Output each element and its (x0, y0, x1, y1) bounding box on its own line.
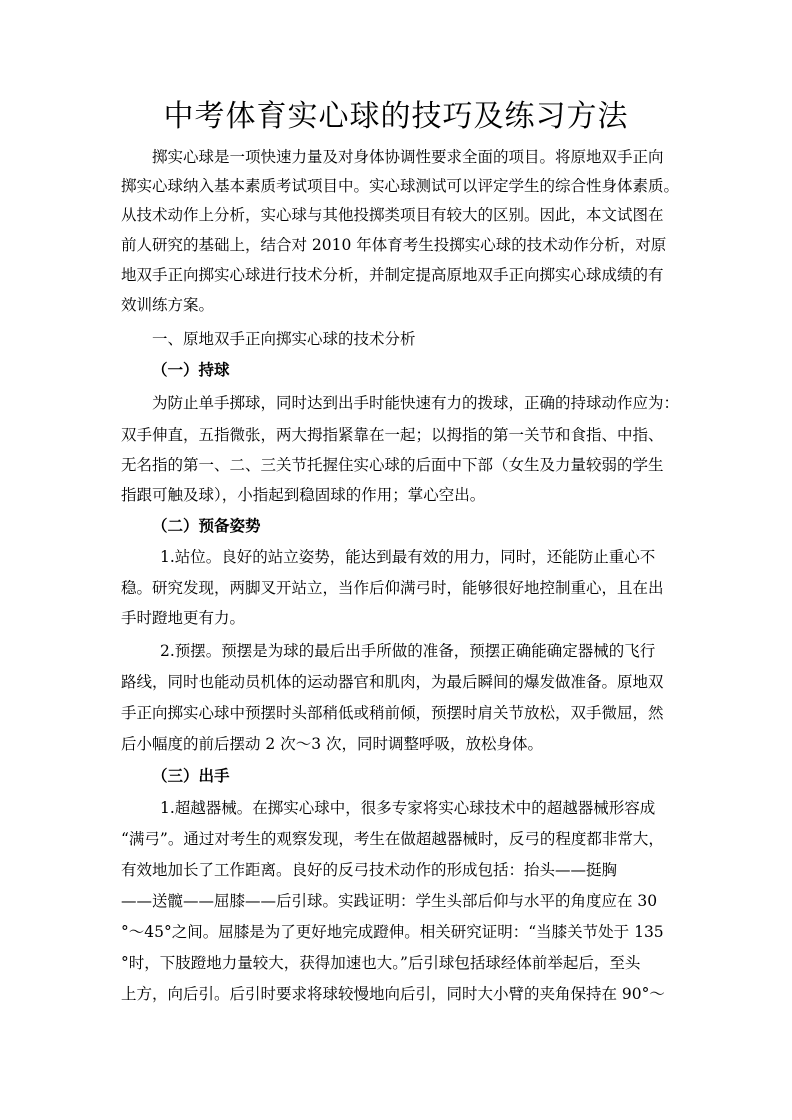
body-line: 双手伸直，五指微张，两大拇指紧靠在一起；以拇指的第一关节和食指、中指、 (121, 426, 664, 444)
body-line: °时，下肢蹬地力量较大，获得加速也大。”后引球包括球经体前举起后，至头 (121, 954, 641, 972)
body-line: 手正向掷实心球中预摆时头部稍低或稍前倾，预摆时肩关节放松，双手微屈，然 (121, 704, 664, 722)
body-line: 后小幅度的前后摆动 2 次～3 次，同时调整呼吸，放松身体。 (121, 735, 544, 753)
subsection-heading: （三）出手 (152, 767, 230, 785)
intro-line: 掷实心球是一项快速力量及对身体协调性要求全面的项目。将原地双手正向 (152, 148, 664, 166)
body-line: 有效地加长了工作距离。良好的反弓技术动作的形成包括：抬头——挺胸 (121, 861, 618, 879)
body-line: 1.超越器械。在掷实心球中，很多专家将实心球技术中的超越器械形容成 (160, 799, 656, 817)
body-line: °～45°之间。屈膝是为了更好地完成蹬伸。相关研究证明：“当膝关节处于 135 (121, 923, 664, 941)
body-line: 手时蹬地更有力。 (121, 609, 246, 627)
body-line: ——送髋——屈膝——后引球。实践证明：学生头部后仰与水平的角度应在 30 (121, 892, 658, 910)
body-line: 路线，同时也能动员机体的运动器官和肌肉，为最后瞬间的爆发做准备。原地双 (121, 673, 664, 691)
intro-line: 效训练方案。 (121, 296, 215, 314)
intro-line: 地双手正向掷实心球进行技术分析，并制定提高原地双手正向掷实心球成绩的有 (121, 266, 664, 284)
body-line: 指跟可触及球），小指起到稳固球的作用；掌心空出。 (121, 486, 486, 504)
subsection-heading: （二）预备姿势 (152, 517, 261, 535)
subsection-heading: （一）持球 (152, 361, 230, 379)
body-line: 1.站位。良好的站立姿势，能达到最有效的用力，同时，还能防止重心不 (160, 548, 656, 566)
body-line: “满弓”。通过对考生的观察发现，考生在做超越器械时，反弓的程度都非常大， (121, 830, 664, 848)
intro-line: 前人研究的基础上，结合对 2010 年体育考生投掷实心球的技术动作分析，对原 (121, 236, 667, 254)
body-line: 2.预摆。预摆是为球的最后出手所做的准备，预摆正确能确定器械的飞行 (160, 642, 656, 660)
body-line: 无名指的第一、二、三关节托握住实心球的后面中下部（女生及力量较弱的学生 (121, 456, 664, 474)
body-line: 稳。研究发现，两脚叉开站立，当作后仰满弓时，能够很好地控制重心，且在出 (121, 579, 664, 597)
intro-line: 掷实心球纳入基本素质考试项目中。实心球测试可以评定学生的综合性身体素质。 (121, 177, 680, 195)
document-title: 中考体育实心球的技巧及练习方法 (163, 99, 629, 134)
section-heading: 一、原地双手正向掷实心球的技术分析 (152, 330, 416, 348)
body-line: 上方，向后引。后引时要求将球较慢地向后引，同时大小臂的夹角保持在 90°～ (121, 985, 665, 1003)
body-line: 为防止单手掷球，同时达到出手时能快速有力的拨球，正确的持球动作应为： (152, 394, 680, 412)
intro-line: 从技术动作上分析，实心球与其他投掷类项目有较大的区别。因此，本文试图在 (121, 206, 664, 224)
